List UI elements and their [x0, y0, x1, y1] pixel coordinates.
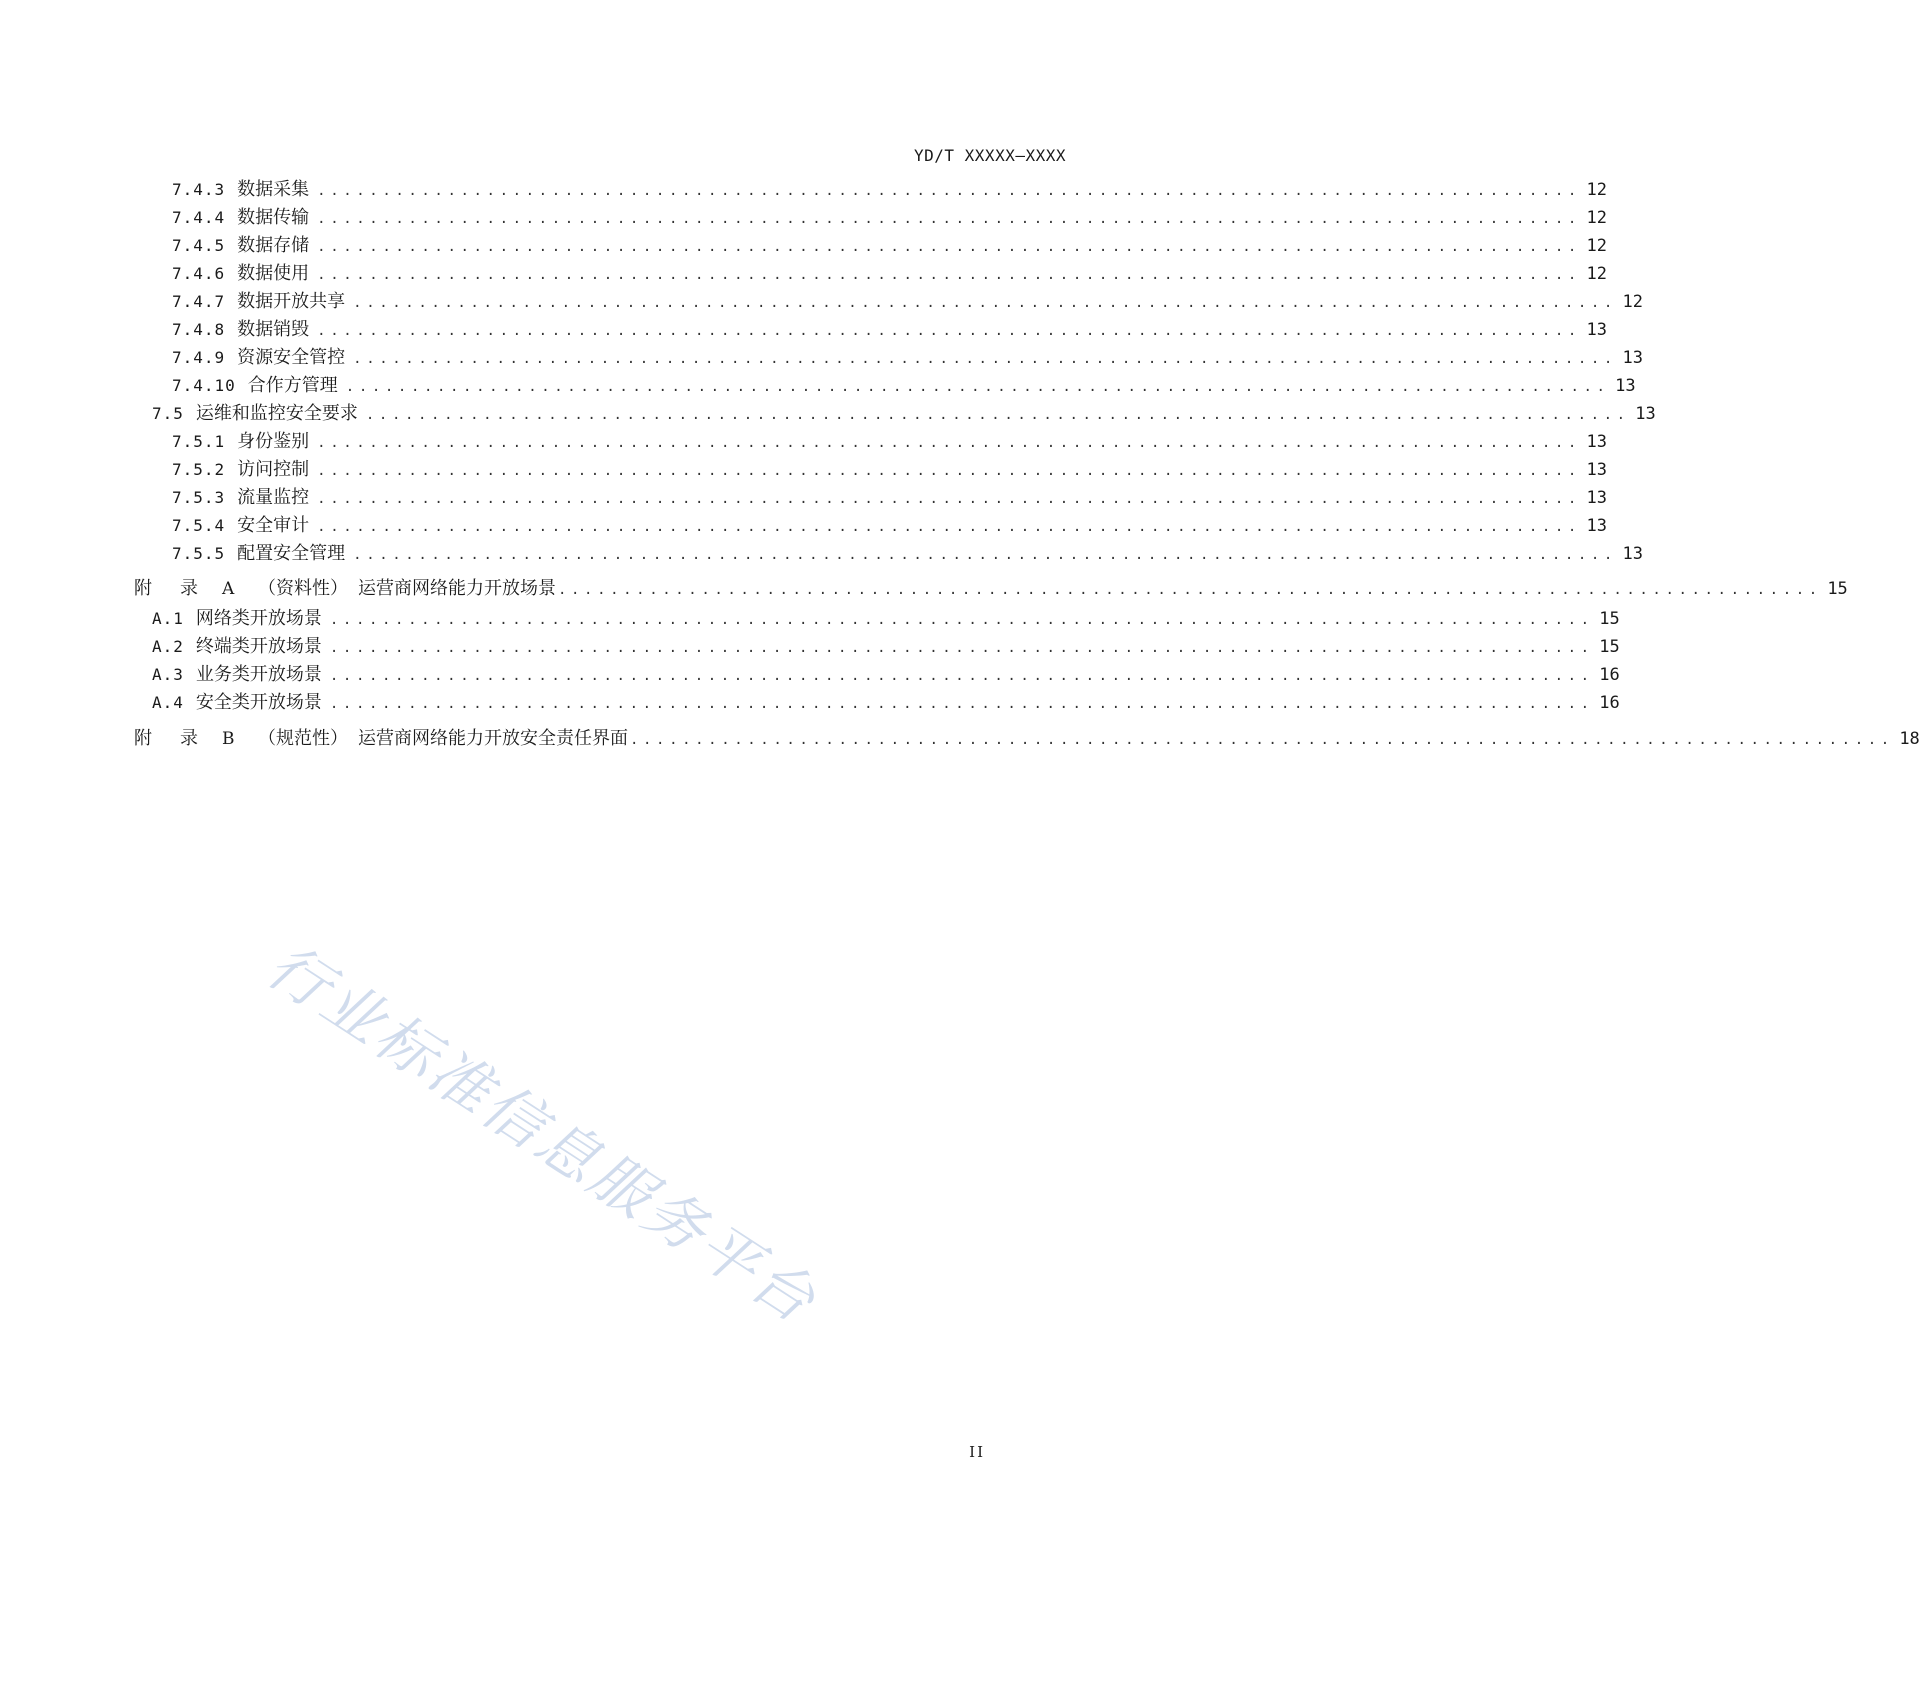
toc-leader: ................................................................................................. [317, 211, 1581, 227]
appendix-label: 附 录 A （资料性） [134, 578, 348, 599]
toc-leader: ................................................................................................. [345, 379, 1610, 395]
toc-page: 15 [1827, 579, 1848, 599]
toc-entry-7-4-6[interactable] [172, 262, 1607, 286]
toc-leader: ................................................................................................. [558, 582, 1822, 598]
table-of-contents [0, 0, 1920, 800]
toc-entry-7-4-4[interactable] [172, 206, 1607, 230]
toc-number: 7.4.6 [172, 264, 226, 283]
toc-page: 13 [1586, 320, 1607, 340]
toc-title: 运维和监控安全要求 [195, 403, 358, 424]
toc-title: 运营商网络能力开放场景 [358, 578, 556, 599]
toc-entry-7-4-8[interactable] [172, 318, 1607, 342]
toc-entry-7-5-1[interactable] [172, 430, 1607, 454]
toc-page: 13 [1622, 348, 1643, 368]
toc-entry-7-4-5[interactable] [172, 234, 1607, 258]
toc-leader: ................................................................................................. [317, 435, 1581, 451]
toc-number: 7.4.7 [172, 292, 226, 311]
toc-page: 12 [1586, 236, 1607, 256]
toc-entry-7-4-7[interactable] [172, 290, 1643, 314]
toc-page: 12 [1586, 208, 1607, 228]
toc-page: 15 [1599, 609, 1620, 629]
toc-title: 数据采集 [237, 179, 310, 200]
toc-number: 7.5.4 [172, 516, 226, 535]
toc-entry-7-4-9[interactable] [172, 346, 1643, 370]
toc-page: 18 [1899, 729, 1920, 749]
toc-entry-7-5-2[interactable] [172, 458, 1607, 482]
page-number: II [969, 1443, 985, 1461]
toc-entry-7-5-4[interactable] [172, 514, 1607, 538]
toc-number: 7.4.9 [172, 348, 226, 367]
toc-page: 12 [1586, 264, 1607, 284]
toc-entry-7-5[interactable] [152, 402, 1656, 426]
toc-entry-7-4-10[interactable] [172, 374, 1636, 398]
toc-leader: ................................................................................................. [317, 323, 1581, 339]
toc-entry-a-4[interactable] [152, 691, 1620, 715]
toc-entry-appendix-b[interactable] [134, 727, 1920, 751]
toc-leader: ................................................................................................. [329, 612, 1594, 628]
toc-title: 数据存储 [237, 235, 310, 256]
toc-leader: ................................................................................................. [329, 640, 1594, 656]
toc-title: 配置安全管理 [237, 543, 346, 564]
toc-title: 流量监控 [237, 487, 310, 508]
toc-number: 7.5.1 [172, 432, 226, 451]
toc-page: 16 [1599, 665, 1620, 685]
toc-number: 7.5.5 [172, 544, 226, 563]
toc-number: A.4 [152, 693, 184, 712]
toc-page: 15 [1599, 637, 1620, 657]
toc-page: 13 [1635, 404, 1656, 424]
toc-leader: ................................................................................................. [353, 351, 1617, 367]
toc-number: 7.4.10 [172, 376, 236, 395]
toc-entry-appendix-a[interactable] [134, 577, 1848, 601]
toc-entry-7-5-5[interactable] [172, 542, 1643, 566]
toc-title: 安全类开放场景 [195, 692, 322, 713]
toc-page: 13 [1622, 544, 1643, 564]
toc-number: 7.4.5 [172, 236, 226, 255]
toc-leader: ................................................................................................. [317, 491, 1581, 507]
toc-page: 13 [1586, 460, 1607, 480]
toc-number: A.2 [152, 637, 184, 656]
toc-leader: ................................................................................................. [317, 519, 1581, 535]
toc-leader: ................................................................................................. [317, 267, 1581, 283]
toc-page: 12 [1586, 180, 1607, 200]
toc-page: 12 [1622, 292, 1643, 312]
toc-title: 数据使用 [237, 263, 310, 284]
toc-title: 数据开放共享 [237, 291, 346, 312]
toc-leader: ................................................................................................. [365, 407, 1630, 423]
toc-number: 7.4.3 [172, 180, 226, 199]
toc-entry-7-4-3[interactable] [172, 178, 1607, 202]
toc-number: 7.5.2 [172, 460, 226, 479]
toc-number: 7.5.3 [172, 488, 226, 507]
toc-page: 13 [1615, 376, 1636, 396]
toc-leader: ................................................................................................. [353, 295, 1617, 311]
toc-entry-7-5-3[interactable] [172, 486, 1607, 510]
toc-leader: ................................................................................................. [630, 732, 1894, 748]
toc-leader: ................................................................................................. [317, 183, 1581, 199]
toc-page: 13 [1586, 432, 1607, 452]
toc-leader: ................................................................................................. [317, 239, 1581, 255]
toc-entry-a-3[interactable] [152, 663, 1620, 687]
toc-title: 资源安全管控 [237, 347, 346, 368]
toc-title: 网络类开放场景 [195, 608, 322, 629]
toc-entry-a-2[interactable] [152, 635, 1620, 659]
toc-title: 身份鉴别 [237, 431, 310, 452]
toc-page: 13 [1586, 488, 1607, 508]
toc-leader: ................................................................................................. [317, 463, 1581, 479]
toc-number: 7.4.8 [172, 320, 226, 339]
toc-title: 数据销毁 [237, 319, 310, 340]
toc-title: 终端类开放场景 [195, 636, 322, 657]
toc-title: 安全审计 [237, 515, 310, 536]
toc-page: 16 [1599, 693, 1620, 713]
toc-title: 合作方管理 [247, 375, 338, 396]
toc-number: 7.5 [152, 404, 184, 423]
watermark-text: 行业标准信息服务平台 [254, 930, 830, 1339]
toc-entry-a-1[interactable] [152, 607, 1620, 631]
toc-number: A.3 [152, 665, 184, 684]
toc-page: 13 [1586, 516, 1607, 536]
toc-title: 访问控制 [237, 459, 310, 480]
toc-number: 7.4.4 [172, 208, 226, 227]
toc-title: 数据传输 [237, 207, 310, 228]
appendix-label: 附 录 B （规范性） [134, 728, 348, 749]
toc-title: 运营商网络能力开放安全责任界面 [358, 728, 628, 749]
toc-leader: ................................................................................................. [329, 696, 1594, 712]
toc-number: A.1 [152, 609, 184, 628]
toc-leader: ................................................................................................. [353, 547, 1617, 563]
toc-leader: ................................................................................................. [329, 668, 1594, 684]
toc-title: 业务类开放场景 [195, 664, 322, 685]
doc-code: YD/T XXXXX—XXXX [914, 146, 1066, 165]
